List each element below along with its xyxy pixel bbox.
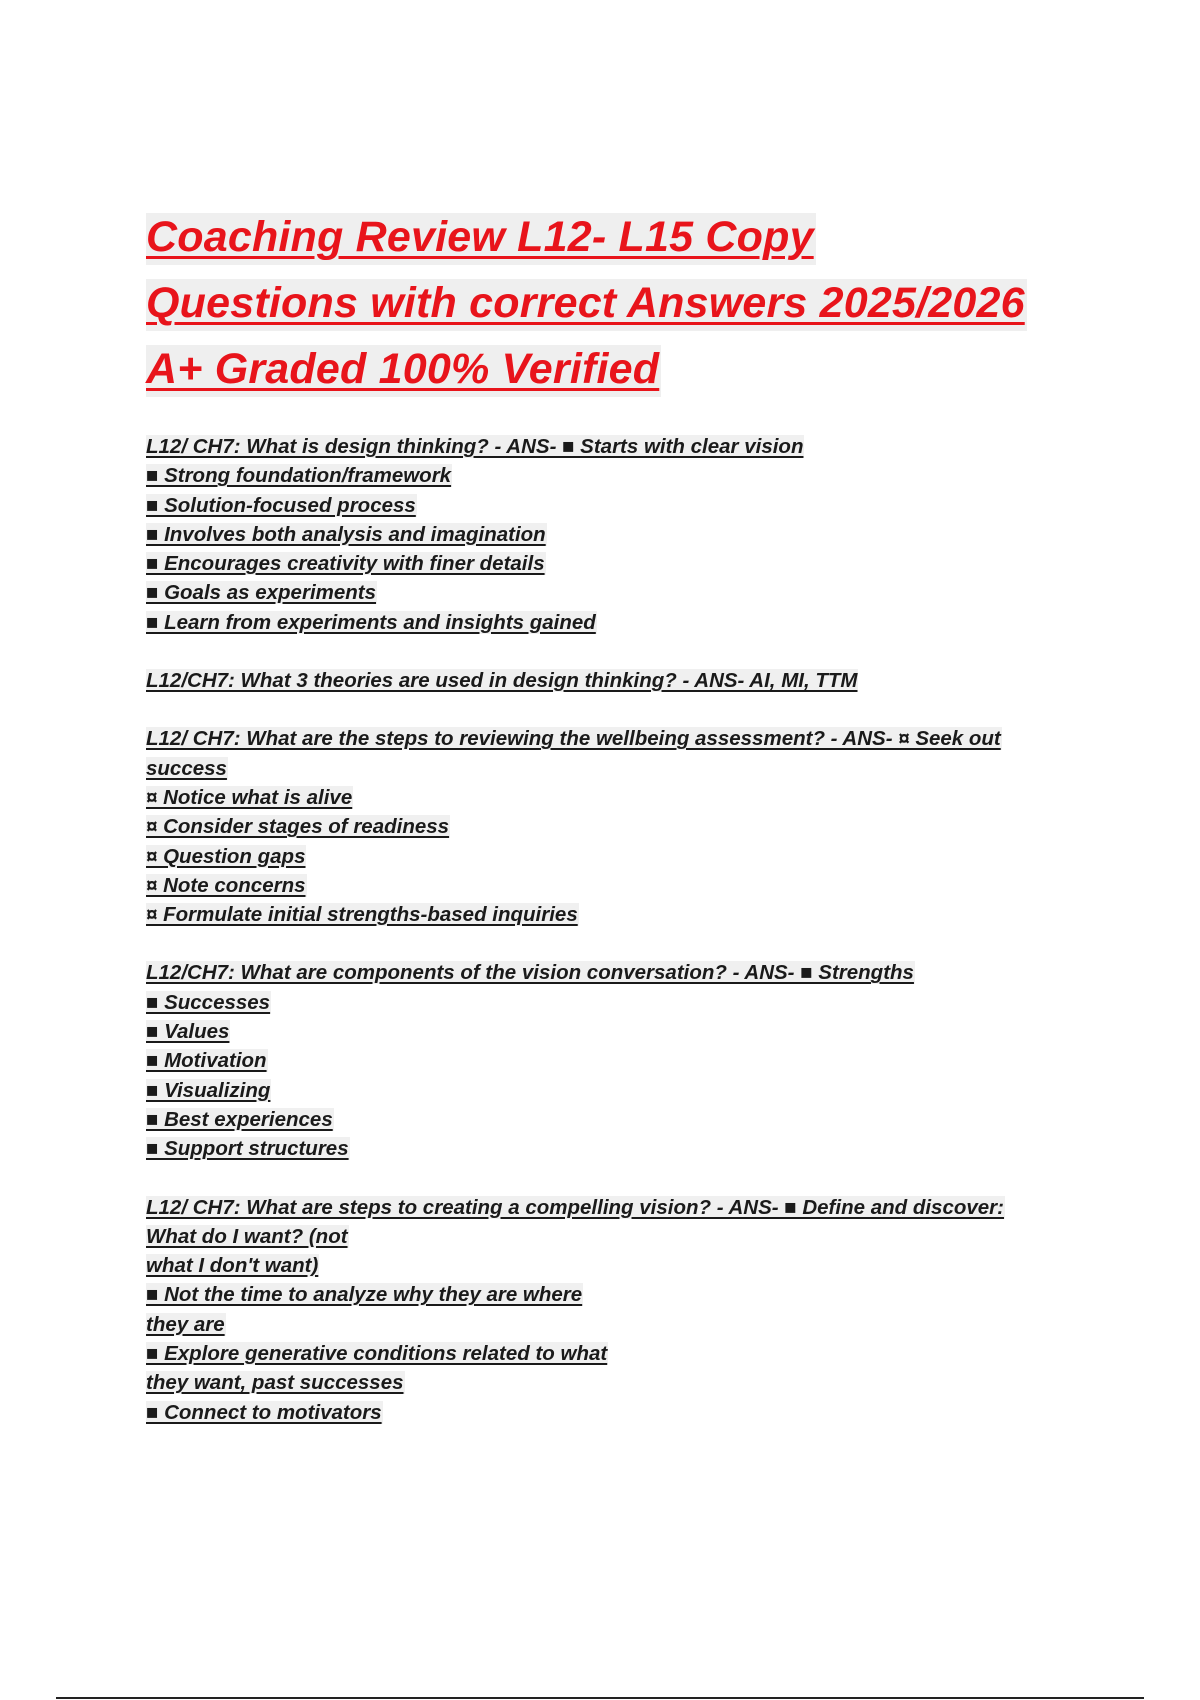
answer-line: ■ Values: [146, 1020, 230, 1044]
question-line: L12/ CH7: What is design thinking? - ANS- ■ Starts with clear vision: [146, 435, 804, 458]
answer-line: ¤ Formulate initial strengths-based inquiries: [146, 903, 578, 927]
answer-line: ¤ Notice what is alive: [146, 785, 353, 809]
title-line: Coaching Review L12- L15 Copy: [146, 204, 1146, 270]
title-line: Questions with correct Answers 2025/2026: [146, 270, 1146, 336]
qa-content: [146, 432, 1086, 1456]
question-line: L12/ CH7: What are steps to creating a compelling vision? - ANS- ■ Define and discover:: [146, 1195, 1004, 1219]
answer-line: they want, past successes: [146, 1371, 404, 1395]
answer-line: ■ Not the time to analyze why they are where: [146, 1283, 583, 1307]
answer-line: ■ Learn from experiments and insights gained: [146, 610, 596, 634]
question-line: L12/CH7: What 3 theories are used in design thinking? - ANS- AI, MI, TTM: [146, 669, 858, 693]
footer-divider: [56, 1697, 1144, 1699]
qa-block-wellbeing-assessment: [146, 724, 1086, 929]
answer-line: ■ Goals as experiments: [146, 581, 377, 605]
answer-line: ■ Explore generative conditions related to what: [146, 1342, 608, 1366]
answer-line: ¤ Note concerns: [146, 873, 306, 897]
question-line: L12/ CH7: What are the steps to reviewing the wellbeing assessment? - ANS- ¤ Seek out: [146, 727, 1001, 751]
answer-line: they are: [146, 1312, 225, 1336]
answer-line: ■ Strong foundation/framework: [146, 464, 452, 488]
answer-line: ■ Connect to motivators: [146, 1400, 382, 1424]
answer-line: ■ Motivation: [146, 1049, 267, 1073]
qa-block-vision-conversation: [146, 958, 1086, 1163]
answer-line: ■ Support structures: [146, 1137, 349, 1161]
answer-line: ■ Visualizing: [146, 1078, 271, 1102]
answer-line: ■ Solution-focused process: [146, 493, 416, 517]
answer-line: ¤ Question gaps: [146, 844, 306, 868]
answer-line: ¤ Consider stages of readiness: [146, 815, 450, 839]
answer-line: ■ Successes: [146, 990, 271, 1014]
answer-line: What do I want? (not: [146, 1224, 348, 1248]
qa-block-theories: [146, 666, 1086, 695]
answer-line: success: [146, 756, 227, 780]
answer-line: ■ Best experiences: [146, 1107, 333, 1131]
document-title: [146, 204, 1146, 402]
answer-line: ■ Encourages creativity with finer details: [146, 552, 545, 576]
answer-line: what I don't want): [146, 1254, 319, 1278]
qa-block-design-thinking: [146, 432, 1086, 637]
title-line: A+ Graded 100% Verified: [146, 336, 1146, 402]
answer-line: ■ Involves both analysis and imagination: [146, 522, 546, 546]
question-line: L12/CH7: What are components of the vision conversation? - ANS- ■ Strengths: [146, 961, 914, 985]
qa-block-compelling-vision: [146, 1193, 1086, 1427]
